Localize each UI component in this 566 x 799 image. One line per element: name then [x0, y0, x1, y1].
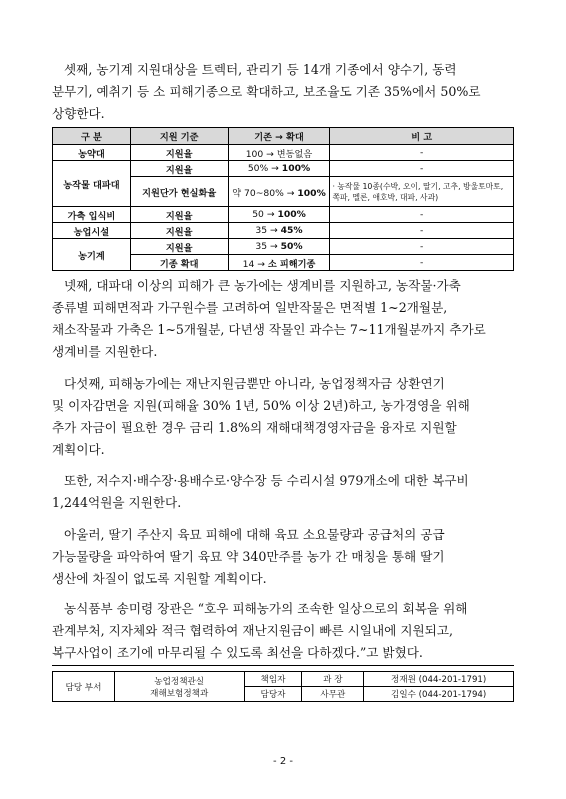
criteria-cell: 지원율: [130, 223, 228, 239]
arrow-glyph: →: [266, 209, 275, 220]
criteria-cell: 지원율: [130, 207, 228, 223]
after-value: 100%: [297, 187, 326, 199]
column-header: 지원 기준: [130, 128, 228, 145]
divider: [52, 665, 514, 666]
change-cell: [228, 161, 330, 177]
department-line: 재해보험정책과: [150, 688, 209, 699]
department-name: [114, 672, 244, 702]
change-cell: [228, 177, 330, 207]
support-expansion-table: [52, 127, 514, 271]
category-cell: 농기계: [53, 239, 131, 271]
paragraph-fourth-item: [52, 275, 518, 363]
after-value: 소 피해기종: [267, 258, 316, 270]
role-cell: 담당자: [244, 687, 302, 702]
text-line: 분무기, 예취기 등 소 피해기종으로 확대하고, 보조율도 기존 35%에서 50%로: [52, 84, 481, 99]
before-value: 100: [245, 148, 264, 160]
table-row: [53, 672, 514, 687]
criteria-cell: 지원율: [130, 239, 228, 255]
category-cell: 농작물 대파대: [53, 161, 131, 207]
text-line: 복구사업이 조기에 마무리될 수 있도록 최선을 다하겠다.”고 밝혔다.: [52, 645, 423, 660]
title-cell: 과 장: [302, 672, 364, 687]
text-line: 다섯째, 피해농가에는 재난지원금뿐만 아니라, 농업정책자금 상환연기: [64, 376, 445, 391]
page-number: - 2 -: [273, 756, 293, 767]
change-cell: [228, 207, 330, 223]
note-cell: · 농작물 10종(수박, 오이, 딸기, 고추, 방울토마토, 쪽파, 멜론, 애호박, 대파, 사과): [330, 177, 514, 207]
text-line: 관계부처, 지자체와 적극 협력하여 재난지원금이 빠른 시일내에 지원되고,: [52, 623, 453, 638]
text-line: 셋째, 농기계 지원대상을 트렉터, 관리기 등 14개 기종에서 양수기, 동력: [64, 62, 457, 77]
after-value: 45%: [280, 225, 303, 236]
department-line: 농업정책관실: [154, 676, 205, 687]
column-header: 비 고: [330, 128, 514, 145]
category-cell: 농약대: [53, 145, 131, 161]
note-cell: -: [330, 145, 514, 161]
paragraph-minister-quote: [52, 598, 518, 664]
arrow-glyph: →: [270, 241, 278, 252]
column-header: 기존 → 확대: [228, 128, 330, 145]
arrow-glyph: →: [271, 163, 279, 174]
note-cell: -: [330, 255, 514, 271]
after-value: 100%: [277, 209, 306, 220]
criteria-cell: 지원율: [130, 145, 228, 161]
text-line: 가능물량을 파악하여 딸기 육묘 약 340만주를 농가 간 매칭을 통해 딸기: [52, 549, 445, 564]
paragraph-irrigation: [52, 470, 518, 514]
before-value: 50: [252, 209, 264, 220]
paragraph-third-item: [52, 59, 518, 125]
criteria-cell: 기종 확대: [130, 255, 228, 271]
criteria-cell: 지원단가 현실화율: [130, 177, 228, 207]
role-cell: 책임자: [244, 672, 302, 687]
text-line: 상향한다.: [52, 106, 105, 121]
before-value: 약 70~80%: [232, 187, 284, 199]
text-line: 또한, 저수지·배수장·용배수로·양수장 등 수리시설 979개소에 대한 복구비: [64, 473, 469, 488]
before-value: 35: [255, 241, 268, 252]
text-line: 추가 자금이 필요한 경우 금리 1.8%의 재해대책경영자금을 융자로 지원할: [52, 420, 457, 435]
column-header: 구 분: [53, 128, 131, 145]
note-cell: -: [330, 239, 514, 255]
arrow-glyph: →: [270, 225, 278, 236]
text-line: 넷째, 대파대 이상의 피해가 큰 농가에는 생계비를 지원하고, 농작물·가축: [64, 278, 461, 293]
text-line: 농식품부 송미령 장관은 “호우 피해농가의 조속한 일상으로의 회복을 위해: [64, 601, 468, 616]
text-line: 및 이자감면을 지원(피해율 30% 1년, 50% 이상 2년)하고, 농가경영을 위해: [52, 398, 470, 413]
text-line: 계획이다.: [52, 442, 105, 457]
before-value: 35: [255, 225, 268, 236]
note-cell: -: [330, 223, 514, 239]
text-line: 종류별 피해면적과 가구원수를 고려하여 일반작물은 면적별 1~2개월분,: [52, 300, 448, 315]
table-row: [53, 207, 514, 223]
category-cell: 가축 입식비: [53, 207, 131, 223]
text-line: 생산에 차질이 없도록 지원할 계획이다.: [52, 571, 267, 586]
table-header-row: [53, 128, 514, 145]
arrow-glyph: →: [286, 187, 295, 199]
text-line: 생계비를 지원한다.: [52, 344, 158, 359]
change-cell: [228, 255, 330, 271]
text-line: 아울러, 딸기 주산지 육묘 피해에 대해 육묘 소요물량과 공급처의 공급: [64, 527, 445, 542]
arrow-glyph: →: [257, 258, 265, 270]
change-cell: [228, 239, 330, 255]
criteria-cell: 지원율: [130, 161, 228, 177]
paragraph-strawberry: [52, 524, 518, 590]
text-line: 채소작물과 가축은 1~5개월분, 다년생 작물인 과수는 7~11개월분까지 추가로: [52, 322, 486, 337]
after-value: 변동없음: [276, 148, 313, 160]
text-line: 1,244억원을 지원한다.: [52, 495, 182, 510]
before-value: 50%: [247, 163, 269, 174]
person-cell: 정재원 (044-201-1791): [364, 672, 514, 687]
after-value: 100%: [281, 163, 311, 174]
arrow-glyph: →: [266, 148, 274, 160]
table-row: [53, 239, 514, 255]
table-row: [53, 145, 514, 161]
table-row: [53, 223, 514, 239]
department-label: 담당 부서: [53, 672, 115, 702]
category-cell: 농업시설: [53, 223, 131, 239]
before-value: 14: [242, 258, 255, 270]
note-cell: -: [330, 207, 514, 223]
person-cell: 김일수 (044-201-1794): [364, 687, 514, 702]
table-row: [53, 161, 514, 177]
paragraph-fifth-item: [52, 373, 518, 461]
change-cell: [228, 145, 330, 161]
note-cell: -: [330, 161, 514, 177]
after-value: 50%: [280, 241, 303, 252]
title-cell: 사무관: [302, 687, 364, 702]
change-cell: [228, 223, 330, 239]
contact-table: [52, 671, 514, 702]
